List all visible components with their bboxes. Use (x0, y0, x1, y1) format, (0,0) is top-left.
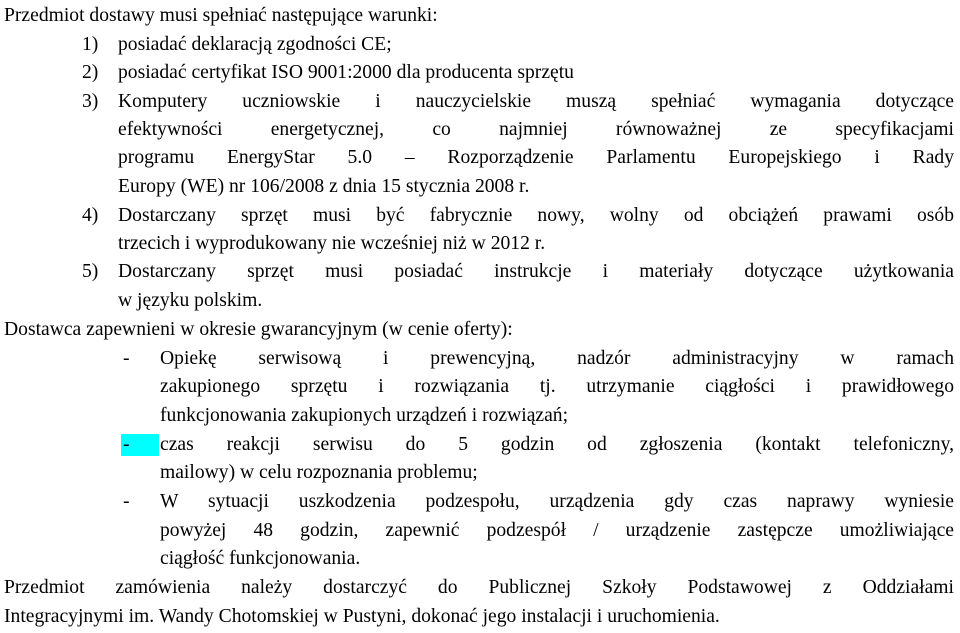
bullet-3-line-2: powyżej 48 godzin, zapewnić podzespół / urządzenie zastępcze umożliwiające (160, 520, 954, 541)
item-3-line-1: Komputery uczniowskie i nauczycielskie muszą spełniać wymagania dotyczące (118, 91, 954, 112)
item-4-line-1: Dostarczany sprzęt musi być fabrycznie nowy, wolny od obciążeń prawami osób (118, 205, 954, 226)
item-4-line-2: trzecich i wyprodukowany nie wcześniej niż w 2012 r. (118, 233, 546, 254)
bullet-2-line-2: mailowy) w celu rozpoznania problemu; (160, 462, 478, 483)
bullet-1-dash: - (123, 348, 130, 369)
bullet-1-line-1: Opiekę serwisową i prewencyjną, nadzór administracyjny w ramach (160, 348, 954, 369)
item-1-line-1: posiadać deklaracją zgodności CE; (118, 34, 392, 55)
bullet-1-line-3: funkcjonowania zakupionych urządzeń i rozwiązań; (160, 405, 569, 426)
bullet-3-line-1: W sytuacji uszkodzenia podzespołu, urządzenia gdy czas naprawy wyniesie (160, 491, 954, 512)
bullet-3-dash: - (123, 491, 130, 512)
bullet-2-dash: - (121, 434, 159, 456)
closing-line-1: Przedmiot zamówienia należy dostarczyć do Publicznej Szkoły Podstawowej z Oddziałami (4, 577, 954, 598)
item-3-line-3: programu EnergyStar 5.0 – Rozporządzenie Parlamentu Europejskiego i Rady (118, 147, 954, 168)
warranty-intro: Dostawca zapewnieni w okresie gwarancyjnym (w cenie oferty): (4, 319, 513, 340)
item-1-number: 1) (82, 34, 99, 55)
intro-text: Przedmiot dostawy musi spełniać następujące warunki: (4, 5, 438, 26)
item-5-line-2: w języku polskim. (118, 290, 263, 311)
item-3-line-2: efektywności energetycznej, co najmniej równoważnej ze specyfikacjami (118, 119, 954, 140)
item-3-number: 3) (82, 91, 99, 112)
item-4-number: 4) (82, 205, 99, 226)
closing-line-2: Integracyjnymi im. Wandy Chotomskiej w Pustyni, dokonać jego instalacji i uruchomienia. (4, 606, 720, 627)
bullet-2-line-1: czas reakcji serwisu do 5 godzin od zgłoszenia (kontakt telefoniczny, (160, 434, 954, 455)
item-5-line-1: Dostarczany sprzęt musi posiadać instrukcje i materiały dotyczące użytkowania (118, 261, 954, 282)
bullet-1-line-2: zakupionego sprzętu i rozwiązania tj. utrzymanie ciągłości i prawidłowego (160, 376, 954, 397)
item-3-line-4: Europy (WE) nr 106/2008 z dnia 15 stycznia 2008 r. (118, 176, 530, 197)
item-5-number: 5) (82, 261, 99, 282)
item-2-line-1: posiadać certyfikat ISO 9001:2000 dla producenta sprzętu (118, 62, 574, 83)
item-2-number: 2) (82, 62, 99, 83)
bullet-3-line-3: ciągłość funkcjonowania. (160, 548, 361, 569)
